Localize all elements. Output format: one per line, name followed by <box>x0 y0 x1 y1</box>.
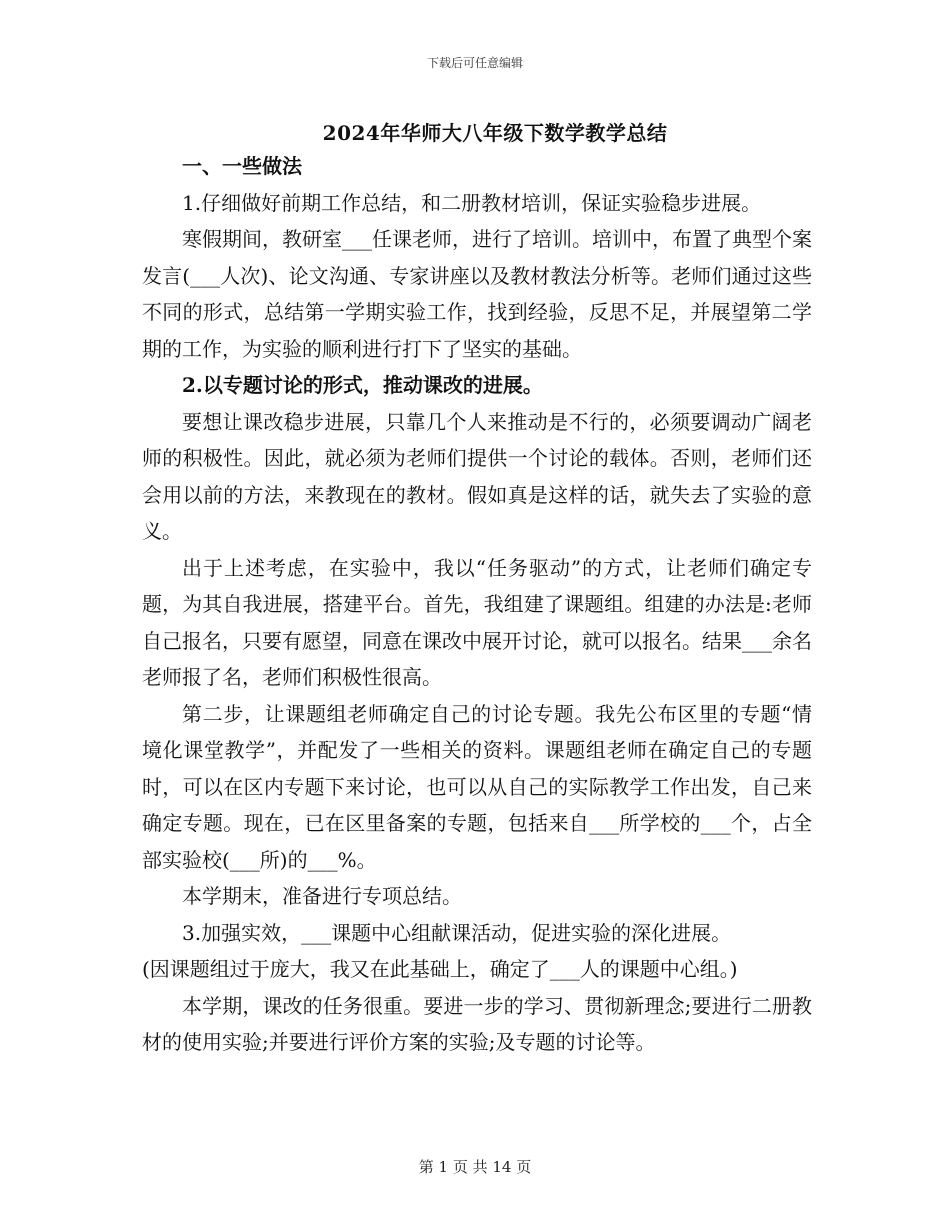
document-body <box>142 148 812 1061</box>
paragraph-task-driven: 出于上述考虑，在实验中，我以“任务驱动”的方式，让老师们确定专题，为其自我进展，搭建平台。首先，我组建了课题组。组建的办法是:老师自己报名，只要有愿望，同意在课改中展开讨论，就可以报名。结果___余名老师报了名，老师们积极性很高。 <box>142 555 812 689</box>
paragraph-term-tasks: 本学期，课改的任务很重。要进一步的学习、贯彻新理念;要进行二册教材的使用实验;并要进行评价方案的实验;及专题的讨论等。 <box>142 993 812 1054</box>
paragraph-term-end: 本学期末，准备进行专项总结。 <box>182 884 462 908</box>
page-header-note: 下载后可任意编辑 <box>426 56 523 70</box>
paragraph-item-2: 2.以专题讨论的形式，推动课改的进展。 <box>182 373 543 397</box>
paragraph-winter-training: 寒假期间，教研室___任课老师，进行了培训。培训中，布置了典型个案发言(___人次)、论文沟通、专家讲座以及教材教法分析等。老师们通过这些不同的形式，总结第一学期实验工作，找到经验，反思不足，并展望第二学期的工作，为实验的顺利进行打下了坚实的基础。 <box>142 227 812 361</box>
paragraph-reform-motivation: 要想让课改稳步进展，只靠几个人来推动是不行的，必须要调动广阔老师的积极性。因此，就必须为老师们提供一个讨论的载体。否则，老师们还会用以前的方法，来教现在的教材。假如真是这样的话，就失去了实验的意义。 <box>142 409 812 543</box>
paragraph-item-1: 1.仔细做好前期工作总结，和二册教材培训，保证实验稳步进展。 <box>182 190 762 215</box>
paragraph-item-3: 3.加强实效，___课题中心组献课活动，促进实验的深化进展。 <box>182 920 732 945</box>
section-heading: 一、一些做法 <box>182 154 302 178</box>
paragraph-core-group-note: (因课题组过于庞大，我又在此基础上，确定了___人的课题中心组。) <box>142 957 738 981</box>
page-number: 第 1 页 共 14 页 <box>418 1158 532 1176</box>
paragraph-step-two: 第二步，让课题组老师确定自己的讨论专题。我先公布区里的专题“情境化课堂教学”，并配发了一些相关的资料。课题组老师在确定自己的专题时，可以在区内专题下来讨论，也可以从自己的实际教学工作出发，自己来确定专题。现在，已在区里备案的专题，包括来自___所学校的___个，占全部实验校(___所)的___%。 <box>142 701 812 872</box>
document-title: 2024年华师大八年级下数学教学总结 <box>322 121 668 145</box>
